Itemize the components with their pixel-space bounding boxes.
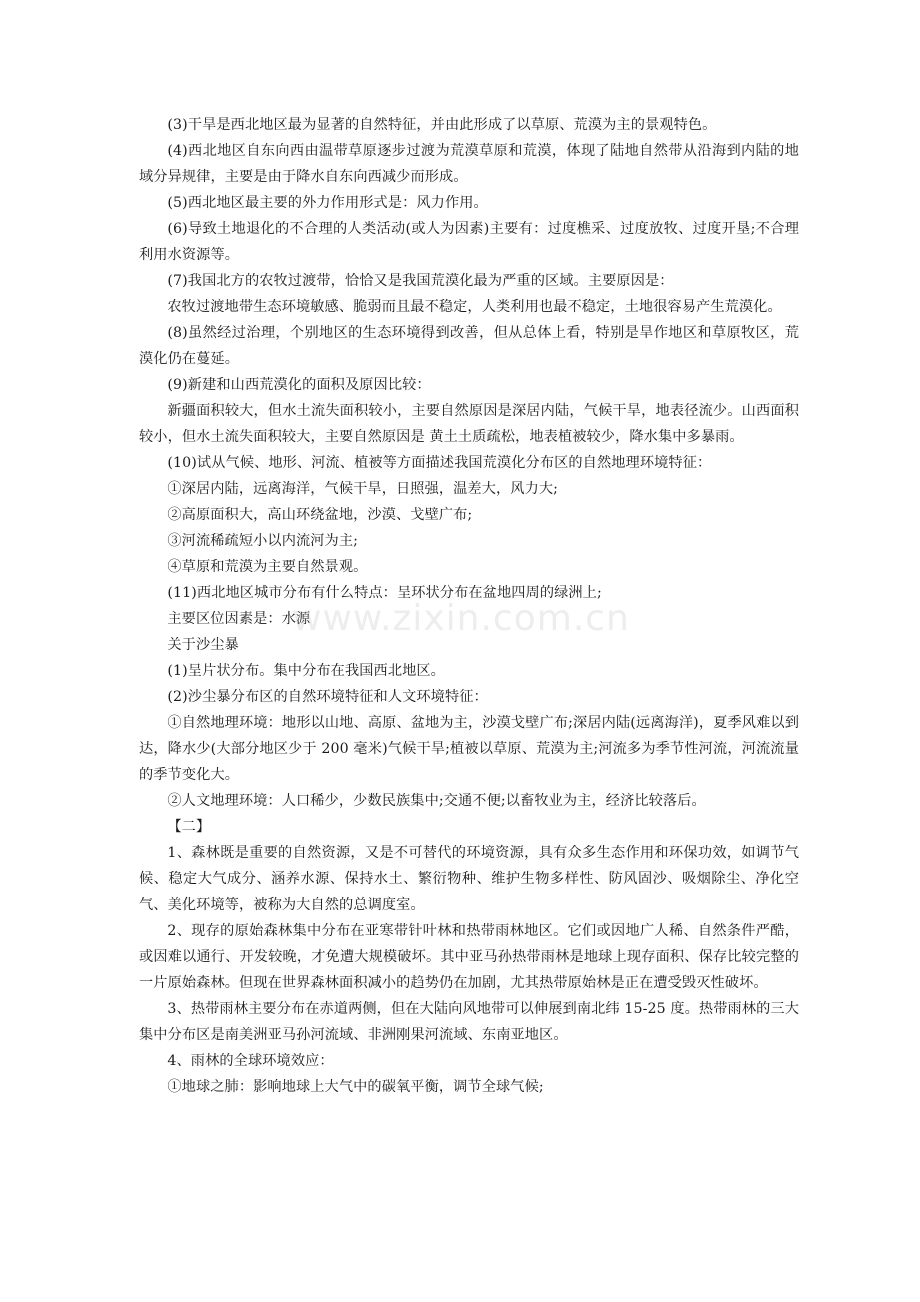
document-body — [139, 112, 799, 1100]
paragraph: ①地球之肺：影响地球上大气中的碳氧平衡，调节全球气候; — [167, 1079, 544, 1095]
paragraph: 4、雨林的全球环境效应： — [167, 1053, 334, 1069]
paragraph: 3、热带雨林主要分布在赤道两侧，但在大陆向风地带可以伸展到南北纬 15-25 度。热带雨林的三大集中分布区是南美洲亚马孙河流域、非洲刚果河流域、东南亚地区。 — [139, 1001, 799, 1043]
watermark: www.zixin.com.cn — [292, 598, 630, 639]
paragraph: ①深居内陆，远离海洋，气候干旱，日照强，温差大，风力大; — [167, 481, 559, 497]
paragraph: (3)干旱是西北地区最为显著的自然特征，并由此形成了以草原、荒漠为主的景观特色。 — [167, 117, 717, 133]
paragraph: (6)导致土地退化的不合理的人类活动(或人为因素)主要有：过度樵采、过度放牧、过度开垦;不合理利用水资源等。 — [139, 221, 799, 263]
paragraph: (7)我国北方的农牧过渡带，恰恰又是我国荒漠化最为严重的区域。主要原因是： — [167, 273, 674, 289]
paragraph: 农牧过渡地带生态环境敏感、脆弱而且最不稳定，人类利用也最不稳定，土地很容易产生荒漠化。 — [167, 299, 782, 315]
paragraph: ③河流稀疏短小以内流河为主; — [167, 533, 359, 549]
paragraph: ②人文地理环境：人口稀少，少数民族集中;交通不便;以畜牧业为主，经济比较落后。 — [167, 793, 706, 809]
section-heading: 【二】 — [167, 819, 211, 835]
paragraph: 主要区位因素是：水源 — [167, 611, 311, 627]
paragraph: 1、森林既是重要的自然资源，又是不可替代的环境资源，具有众多生态作用和环保功效，如调节气候、稳定大气成分、涵养水源、保持水土、繁衍物种、维护生物多样性、防风固沙、吸烟除尘、净化空气、美化环境等，被称为大自然的总调度室。 — [139, 845, 799, 913]
paragraph: (2)沙尘暴分布区的自然环境特征和人文环境特征： — [167, 689, 488, 705]
paragraph: (8)虽然经过治理，个别地区的生态环境得到改善，但从总体上看，特别是旱作地区和草原牧区，荒漠化仍在蔓延。 — [139, 325, 799, 367]
paragraph: 关于沙尘暴 — [167, 637, 239, 653]
paragraph: ②高原面积大，高山环绕盆地，沙漠、戈壁广布; — [167, 507, 473, 523]
paragraph: ①自然地理环境：地形以山地、高原、盆地为主，沙漠戈壁广布;深居内陆(远离海洋)，夏季风难以到达，降水少(大部分地区少于 200 毫米)气候干旱;植被以草原、荒漠为主;河流多为季节性河流，河流流量的季节变化大。 — [139, 715, 799, 783]
paragraph: ④草原和荒漠为主要自然景观。 — [167, 559, 368, 575]
paragraph: 新疆面积较大，但水土流失面积较小，主要自然原因是深居内陆，气候干旱，地表径流少。山西面积较小，但水土流失面积较大，主要自然原因是 黄土土质疏松，地表植被较少，降水集中多暴雨。 — [139, 403, 799, 445]
paragraph: (4)西北地区自东向西由温带草原逐步过渡为荒漠草原和荒漠，体现了陆地自然带从沿海到内陆的地域分异规律，主要是由于降水自东向西减少而形成。 — [139, 143, 799, 185]
paragraph: 2、现存的原始森林集中分布在亚寒带针叶林和热带雨林地区。它们或因地广人稀、自然条件严酷，或因难以通行、开发较晚，才免遭大规模破坏。其中亚马孙热带雨林是地球上现存面积、保存比较完整的一片原始森林。但现在世界森林面积减小的趋势仍在加剧，尤其热带原始林是正在遭受毁灭性破坏。 — [139, 923, 799, 991]
paragraph: (5)西北地区最主要的外力作用形式是：风力作用。 — [167, 195, 488, 211]
paragraph: (9)新建和山西荒漠化的面积及原因比较： — [167, 377, 431, 393]
paragraph: (11)西北地区城市分布有什么特点：呈环状分布在盆地四周的绿洲上; — [167, 585, 602, 601]
paragraph: (1)呈片状分布。集中分布在我国西北地区。 — [167, 663, 445, 679]
paragraph: (10)试从气候、地形、河流、植被等方面描述我国荒漠化分布区的自然地理环境特征： — [167, 455, 712, 471]
